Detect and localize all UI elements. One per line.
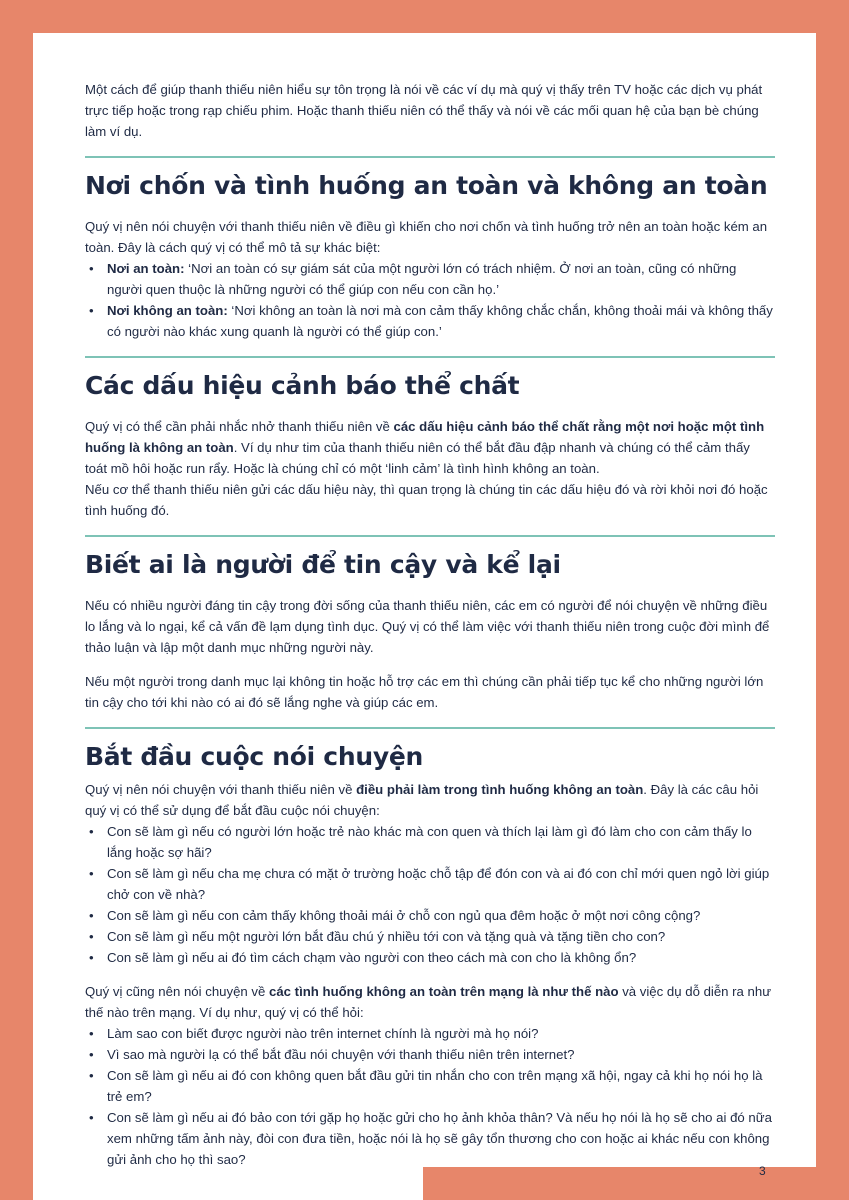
orange-corner-band <box>423 1167 849 1200</box>
bullet-text: ‘Nơi không an toàn là nơi mà con cảm thấy không chắc chắn, không thoải mái và không thấy có người nào khác xung quanh là người có thể giúp con.’ <box>107 303 773 339</box>
section-title-warning-signs: Các dấu hiệu cảnh báo thể chất <box>85 371 520 400</box>
section-divider <box>85 727 775 729</box>
list-item: • Vì sao mà người lạ có thể bắt đầu nói chuyện với thanh thiếu niên trên internet? <box>85 1044 775 1065</box>
text-run: . Ví dụ như tim của thanh thiếu niên có thể bắt đầu đập nhanh và chúng có thể cảm thấy toát mồ hôi hoặc run rẩy. Hoặc là chúng chỉ có một ‘linh cảm’ là tình hình không an toàn. <box>85 440 750 476</box>
text-run: Quý vị cũng nên nói chuyện về <box>85 984 270 999</box>
intro-paragraph: Một cách để giúp thanh thiếu niên hiểu sự tôn trọng là nói về các ví dụ mà quý vị thấy trên TV hoặc các dịch vụ phát trực tiếp hoặc trong rạp chiếu phim. Hoặc thanh thiếu niên có thể thấy và nói về các mối quan hệ của bạn bè chúng làm ví dụ. <box>85 82 763 139</box>
text-run: và việc dụ dỗ diễn ra như thế nào trên mạng. Ví dụ như, quý vị có thể hỏi: <box>85 984 772 1020</box>
page-content <box>85 79 775 1170</box>
online-questions-list <box>85 1023 775 1170</box>
text-run: Quý vị có thể cần phải nhắc nhở thanh thiếu niên về <box>85 419 394 434</box>
bold-run: các tình huống không an toàn trên mạng là như thế nào <box>269 984 619 999</box>
section-title-trusted-people: Biết ai là người để tin cậy và kể lại <box>85 550 561 579</box>
trusted-people-paragraph: Nếu có nhiều người đáng tin cậy trong đời sống của thanh thiếu niên, các em có người để nói chuyện về những điều lo lắng và lo ngại, kể cả vấn đề lạm dụng tình dục. Quý vị có thể làm việc với thanh thiếu niên trong cuộc đời mình để thảo luận và lập một danh mục những người này. <box>85 598 770 655</box>
text-run: . Đây là các câu hỏi quý vị có thể sử dụng để bắt đầu cuộc nói chuyện: <box>85 782 759 818</box>
bold-run: điều phải làm trong tình huống không an toàn <box>356 782 644 797</box>
safe-places-list <box>85 258 775 342</box>
list-item <box>85 300 775 342</box>
page-sheet <box>33 33 816 1200</box>
list-item <box>85 258 775 300</box>
online-safety-intro <box>85 981 775 1023</box>
list-item: • Con sẽ làm gì nếu ai đó con không quen bắt đầu gửi tin nhắn cho con trên mạng xã hội, ngay cả khi họ nói họ là trẻ em? <box>85 1065 775 1107</box>
page-number: 3 <box>759 1164 766 1178</box>
bullet-label: Nơi không an toàn: <box>107 303 228 318</box>
text-run: Quý vị nên nói chuyện với thanh thiếu niên về <box>85 782 357 797</box>
section-divider <box>85 156 775 158</box>
list-item: • Làm sao con biết được người nào trên internet chính là người mà họ nói? <box>85 1023 775 1044</box>
conversation-questions-list <box>85 821 775 968</box>
list-item: • Con sẽ làm gì nếu ai đó tìm cách chạm vào người con theo cách mà con cho là không ổn? <box>85 947 775 968</box>
bullet-text: ‘Nơi an toàn có sự giám sát của một người lớn có trách nhiệm. Ở nơi an toàn, cũng có những người quen thuộc là những người có thể giúp con nếu con cần họ.’ <box>107 261 737 297</box>
section-title-start-conversation: Bắt đầu cuộc nói chuyện <box>85 742 423 771</box>
safe-places-intro: Quý vị nên nói chuyện với thanh thiếu niên về điều gì khiến cho nơi chốn và tình huống trở nên an toàn hoặc kém an toàn. Đây là cách quý vị có thể mô tả sự khác biệt: <box>85 219 768 255</box>
bullet-label: Nơi an toàn: <box>107 261 185 276</box>
list-item: • Con sẽ làm gì nếu một người lớn bắt đầu chú ý nhiều tới con và tặng quà và tặng tiền cho con? <box>85 926 775 947</box>
section-divider <box>85 356 775 358</box>
list-item: • Con sẽ làm gì nếu có người lớn hoặc trẻ nào khác mà con quen và thích lại làm gì đó làm cho con cảm thấy lo lắng hoặc sợ hãi? <box>85 821 775 863</box>
bold-run: các dấu hiệu cảnh báo thể chất rằng một nơi hoặc một tình huống là không an toàn <box>85 419 765 455</box>
list-item: • Con sẽ làm gì nếu ai đó bảo con tới gặp họ hoặc gửi cho họ ảnh khỏa thân? Và nếu họ nói là họ sẽ cho ai đó nữa xem những tấm ảnh này, đòi con đưa tiền, hoặc nói là họ sẽ gây tổn thương cho con hoặc ai khác nếu con không gửi ảnh cho họ thì sao? <box>85 1107 775 1170</box>
warning-signs-paragraph <box>85 416 775 479</box>
warning-signs-paragraph-2: Nếu cơ thể thanh thiếu niên gửi các dấu hiệu này, thì quan trọng là chúng tin các dấu hiệu đó và rời khỏi nơi đó hoặc tình huống đó. <box>85 482 768 518</box>
section-title-safe-places: Nơi chốn và tình huống an toàn và không an toàn <box>85 171 768 200</box>
list-item: • Con sẽ làm gì nếu cha mẹ chưa có mặt ở trường hoặc chỗ tập để đón con và ai đó con chỉ mới quen ngỏ lời giúp chở con về nhà? <box>85 863 775 905</box>
section-divider <box>85 535 775 537</box>
trusted-people-paragraph-2: Nếu một người trong danh mục lại không tin hoặc hỗ trợ các em thì chúng cần phải tiếp tục kể cho những người lớn tin cậy cho tới khi nào có ai đó sẽ lắng nghe và giúp các em. <box>85 674 764 710</box>
list-item: • Con sẽ làm gì nếu con cảm thấy không thoải mái ở chỗ con ngủ qua đêm hoặc ở một nơi công cộng? <box>85 905 775 926</box>
conversation-intro <box>85 779 775 821</box>
